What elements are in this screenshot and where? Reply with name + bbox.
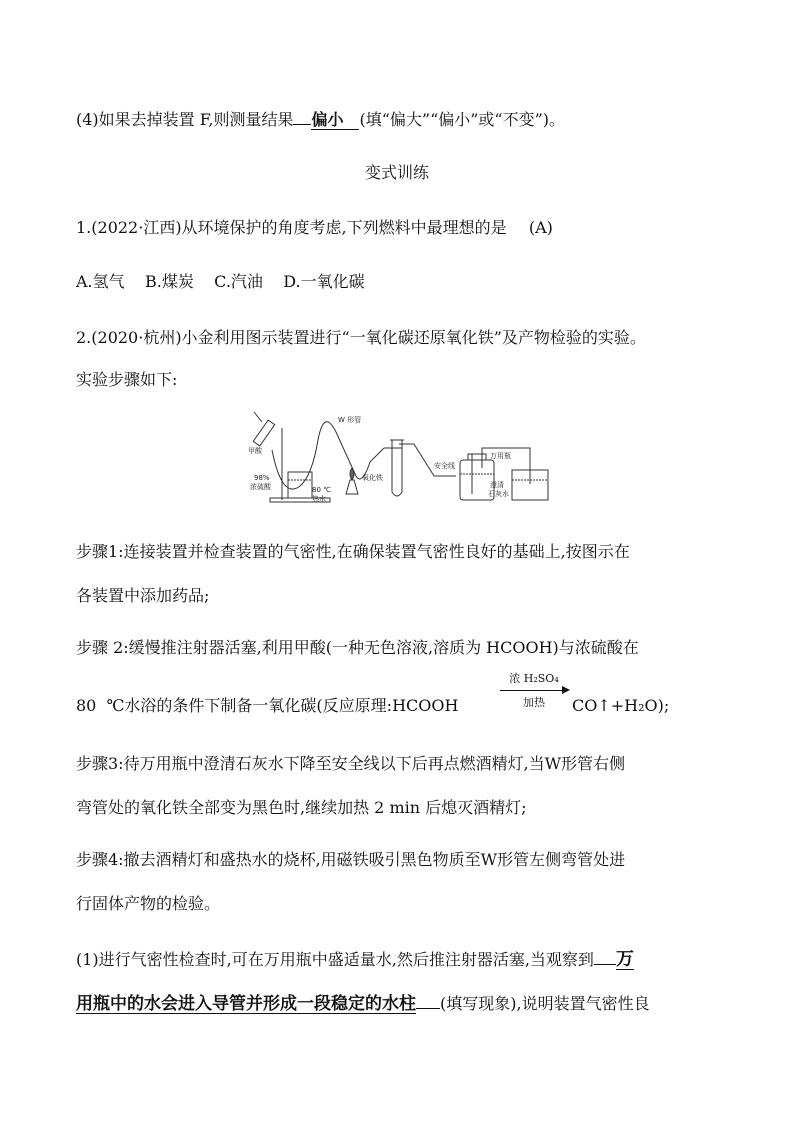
label-conc-pct: 98% bbox=[254, 474, 270, 482]
label-temp: 80 ℃ bbox=[312, 486, 331, 494]
step2-line2-left: 80 ℃水浴的条件下制备一氧化碳(反应原理:HCOOH bbox=[76, 696, 459, 715]
step3-line1: 步骤3:待万用瓶中澄清石灰水下降至安全线以下后再点燃酒精灯,当W形管右侧 bbox=[76, 754, 626, 773]
label-limewater2: 石灰水 bbox=[488, 490, 509, 498]
delivery-tube bbox=[399, 444, 456, 476]
step1-line2: 各装置中添加药品; bbox=[76, 586, 210, 605]
step2-line2-right: CO↑+H₂O); bbox=[572, 696, 670, 715]
sub1-line1 bbox=[76, 946, 634, 972]
q1-answer: (A) bbox=[528, 218, 553, 237]
sub1-suffix: (填写现象),说明装置气密性良 bbox=[440, 994, 650, 1013]
q1-stem: 1.(2022·江西)从环境保护的角度考虑,下列燃料中最理想的是 bbox=[76, 218, 507, 237]
q4-prefix: (4)如果去掉装置 F,则测量结果 bbox=[76, 110, 294, 129]
label-conc-acid: 浓硫酸 bbox=[250, 483, 271, 491]
step2-line1: 步骤 2:缓慢推注射器活塞,利用甲酸(一种无色溶液,溶质为 HCOOH)与浓硫酸在 bbox=[76, 638, 639, 657]
label-safety-line: 安全线 bbox=[434, 462, 455, 470]
q1-stem-line bbox=[76, 216, 553, 240]
answer-blank-lead bbox=[594, 946, 616, 965]
step4-line1: 步骤4:撤去酒精灯和盛热水的烧杯,用磁铁吸引黑色物质至W形管左侧弯管处进 bbox=[76, 850, 626, 869]
answer-blank-trail bbox=[416, 990, 440, 1009]
apparatus-figure bbox=[242, 410, 554, 510]
label-iron-oxide: 氧化铁 bbox=[362, 474, 383, 482]
q4-answer: 偏小 bbox=[311, 110, 359, 130]
step1-line1: 步骤1:连接装置并检查装置的气密性,在确保装置气密性良好的基础上,按图示在 bbox=[76, 542, 630, 561]
label-bottle: 万用瓶 bbox=[490, 452, 511, 460]
arrow-condition-top: 浓 H₂SO₄ bbox=[509, 672, 559, 685]
label-hot-water: 热水 bbox=[312, 495, 326, 503]
q1-options: A.氢气 B.煤炭 C.汽油 D.一氧化碳 bbox=[76, 272, 365, 291]
water-beaker bbox=[288, 472, 312, 498]
q2-stem-line2: 实验步骤如下: bbox=[76, 370, 178, 389]
q4-suffix: (填“偏大”“偏小”或“不变”)。 bbox=[359, 110, 566, 129]
sub1-answer-part1: 万 bbox=[615, 949, 634, 970]
alcohol-burner-icon bbox=[346, 480, 358, 494]
step3-line2: 弯管处的氧化铁全部变为黑色时,继续加热 2 min 后熄灭酒精灯; bbox=[76, 798, 527, 817]
syringe-icon bbox=[253, 412, 274, 446]
arrow-head-icon bbox=[562, 686, 570, 694]
step4-line2: 行固体产物的检验。 bbox=[76, 894, 221, 913]
sub1-answer-part2: 用瓶中的水会进入导管并形成一段稳定的水柱 bbox=[76, 994, 416, 1014]
q2-stem-line1: 2.(2020·杭州)小金利用图示装置进行“一氧化碳还原氧化铁”及产物检验的实验。 bbox=[76, 328, 646, 347]
arrow-condition-bottom: 加热 bbox=[523, 696, 545, 709]
label-formic-acid: 甲酸 bbox=[248, 447, 262, 455]
reaction-arrow bbox=[498, 672, 570, 716]
answer-blank-left bbox=[293, 106, 311, 125]
q4-line bbox=[76, 106, 565, 132]
section-title: 变式训练 bbox=[364, 163, 429, 182]
label-limewater1: 澄清 bbox=[490, 481, 504, 489]
sub1-line2 bbox=[76, 990, 650, 1016]
label-w-tube: W 形管 bbox=[338, 416, 362, 424]
sub1-prefix: (1)进行气密性检查时,可在万用瓶中盛适量水,然后推注射器活塞,当观察到 bbox=[76, 950, 594, 969]
